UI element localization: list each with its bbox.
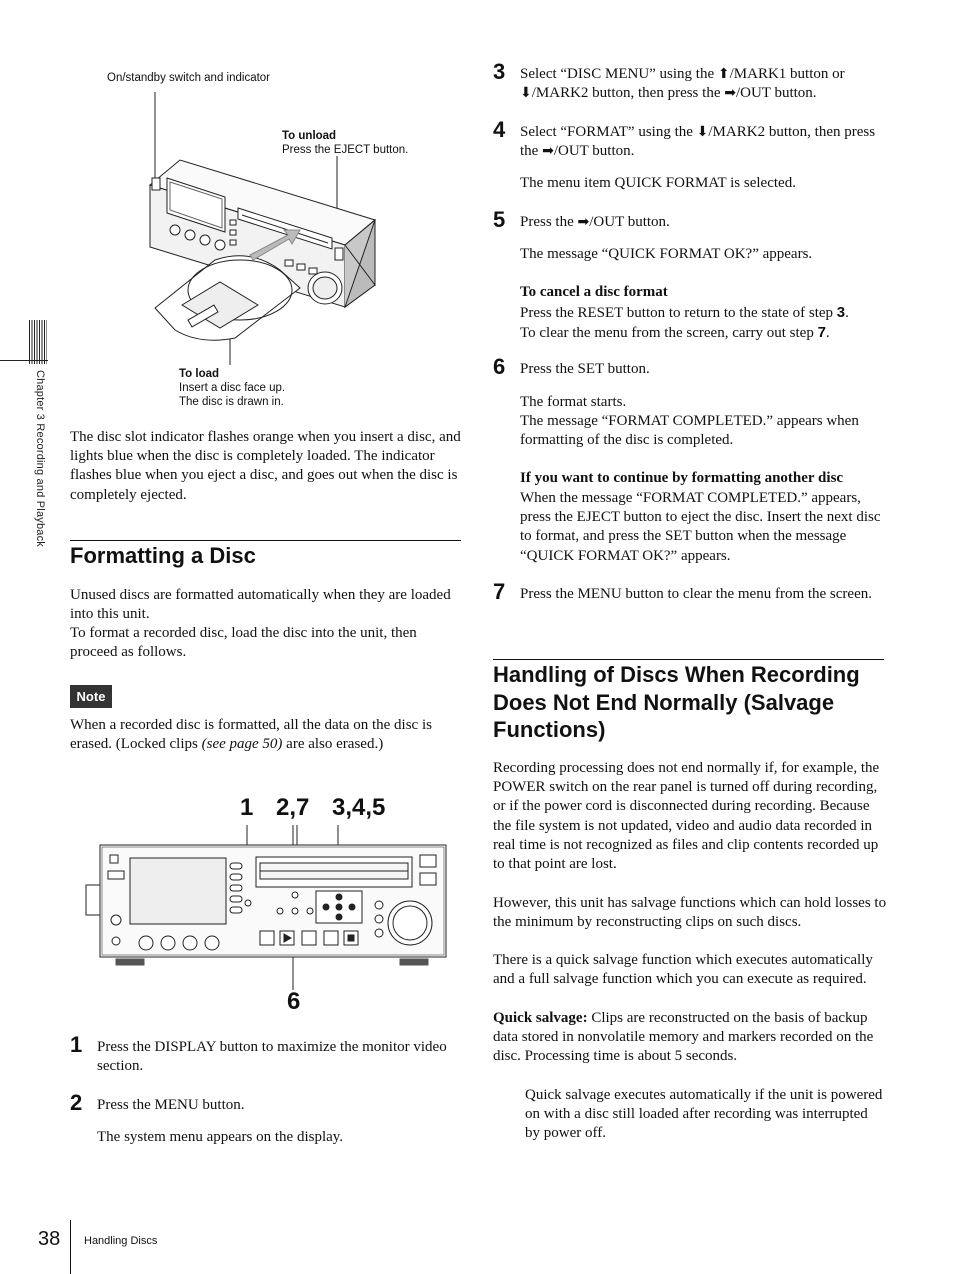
note-text-b: are also erased.): [282, 736, 384, 753]
down-arrow-icon: ⬇: [520, 85, 532, 102]
step-2-result: The system menu appears on the display.: [97, 1129, 344, 1145]
note-text-a: When a recorded disc is formatted, all the data on the disc is erased. (Locked clips: [70, 717, 432, 753]
step-5-text: [520, 213, 892, 232]
step-1-text: Press the DISPLAY button to maximize the monitor video section.: [97, 1039, 447, 1075]
format-paragraph-2: To format a recorded disc, load the disc into the unit, then proceed as follows.: [70, 625, 417, 661]
quick-salvage-label: Quick salvage:: [493, 1010, 588, 1026]
step-7-text: Press the MENU button to clear the menu from the screen.: [520, 586, 872, 602]
callout-6: 6: [287, 988, 301, 1015]
heading-rule-formatting: [70, 540, 461, 541]
salvage-paragraph-2: However, this unit has salvage functions which can hold losses to the minimum by reconstructing clips on such discs.: [493, 895, 887, 931]
cancel-step-ref-3: 3: [836, 304, 846, 321]
front-panel-figure: [70, 785, 460, 1020]
right-arrow-icon: ➡: [724, 85, 736, 102]
right-arrow-icon: ➡: [542, 143, 554, 160]
callout-1: 1: [240, 794, 254, 821]
step-3-text: [520, 65, 892, 103]
step-6-number: 6: [493, 354, 506, 379]
step-6-result-1: The format starts.: [520, 394, 627, 410]
step-4-c: /OUT button.: [553, 143, 635, 160]
cancel-line-2: To clear the menu from the screen, carry out step: [520, 325, 818, 342]
salvage-paragraph-3: There is a quick salvage function which executes automatically and a full salvage function which you can execute as required.: [493, 952, 873, 988]
heading-formatting: Formatting a Disc: [70, 543, 256, 568]
step-4-result: The menu item QUICK FORMAT is selected.: [520, 175, 796, 191]
step-2-number: 2: [70, 1090, 83, 1115]
step-1-number: 1: [70, 1032, 83, 1057]
cancel-line-1: Press the RESET button to return to the state of step: [520, 305, 837, 321]
footer-section: Handling Discs: [84, 1235, 158, 1247]
unload-text: Press the EJECT button.: [282, 144, 409, 156]
up-arrow-icon: ⬆: [717, 66, 730, 82]
step-3-d: /OUT button.: [735, 85, 817, 102]
right-arrow-icon: ➡: [577, 214, 590, 230]
quick-salvage-text-2: Quick salvage executes automatically if the unit is powered on with a disc still loaded after recording was interrupted by power off.: [525, 1087, 883, 1142]
callout-3-4-5: 3,4,5: [332, 794, 386, 821]
salvage-paragraph-1: Recording processing does not end normally if, for example, the POWER switch on the rear panel is turned off during recording, or if the power cord is disconnected during recording. Because the file system is not updated, video and audio data recorded in real time is not recognized as files and clip contents recorded up to that point are lost.: [493, 760, 880, 873]
step-4-b: /MARK2 button, then press the: [520, 124, 876, 160]
step-3-a: Select “DISC MENU” using the: [520, 66, 718, 82]
note-page-link[interactable]: (see page 50): [201, 736, 283, 753]
step-3-number: 3: [493, 59, 506, 84]
cancel-title: To cancel a disc format: [520, 284, 668, 300]
quick-salvage-text: Clips are reconstructed on the basis of backup data stored in nonvolatile memory and markers recorded on the disc. Processing time is about 5 seconds.: [493, 1010, 874, 1065]
callout-2-7: 2,7: [276, 794, 310, 821]
step-5-number: 5: [493, 207, 506, 232]
note-badge: Note: [70, 685, 112, 708]
footer-divider: [70, 1220, 71, 1274]
step-3-c: /MARK2 button, then press the: [531, 85, 725, 102]
onstandby-label: On/standby switch and indicator: [107, 72, 271, 84]
chapter-tab-rule: [0, 360, 48, 361]
step-4-a: Select “FORMAT” using the: [520, 124, 697, 140]
front-panel-drawing: [70, 785, 460, 1020]
load-text-2: The disc is drawn in.: [179, 396, 284, 408]
step-4-text: [520, 123, 892, 161]
load-text-1: Insert a disc face up.: [179, 382, 286, 394]
chapter-tab: [29, 320, 47, 364]
disc-indicator-paragraph: The disc slot indicator flashes orange when you insert a disc, and lights blue when the disc is completely loaded. The indicator flashes blue when you eject a disc, and goes out when the disc is completely ejected.: [70, 429, 461, 503]
load-title: To load: [179, 368, 220, 380]
chapter-label: Chapter 3 Recording and Playback: [34, 370, 46, 548]
format-paragraph-1: Unused discs are formatted automatically when they are loaded into this unit.: [70, 587, 451, 623]
step-6-text: Press the SET button.: [520, 361, 650, 377]
heading-rule-salvage: [493, 659, 884, 660]
unload-title: To unload: [282, 130, 337, 142]
disc-loading-figure: [70, 60, 470, 420]
deck-drawing: [70, 60, 470, 420]
continue-title: If you want to continue by formatting another disc: [520, 470, 844, 486]
heading-salvage: Handling of Discs When Recording Does Not End Normally (Salvage Functions): [493, 662, 860, 742]
step-7-number: 7: [493, 579, 506, 604]
step-5-result: The message “QUICK FORMAT OK?” appears.: [520, 246, 813, 262]
note-text: [70, 716, 465, 754]
step-3-b: /MARK1 button or: [729, 66, 845, 82]
cancel-step-ref-7: 7: [817, 324, 826, 342]
step-5-b: /OUT button.: [589, 214, 670, 230]
page-number: 38: [38, 1228, 61, 1250]
step-4-number: 4: [493, 117, 506, 142]
down-arrow-icon: ⬇: [696, 124, 709, 140]
continue-text: When the message “FORMAT COMPLETED.” appears, press the EJECT button to eject the disc. Insert the next disc to format, and press the SET button when the message “QUICK FORMAT OK?” appears.: [520, 490, 881, 564]
quick-salvage: [493, 1009, 887, 1067]
step-6-result-2: The message “FORMAT COMPLETED.” appears when formatting of the disc is completed.: [520, 413, 859, 449]
step-5-a: Press the: [520, 214, 578, 230]
cancel-text: Press the RESET button to return to the state of step 3. To clear the menu from the screen, carry out step 7.: [520, 304, 849, 342]
step-2-text: Press the MENU button.: [97, 1097, 245, 1113]
